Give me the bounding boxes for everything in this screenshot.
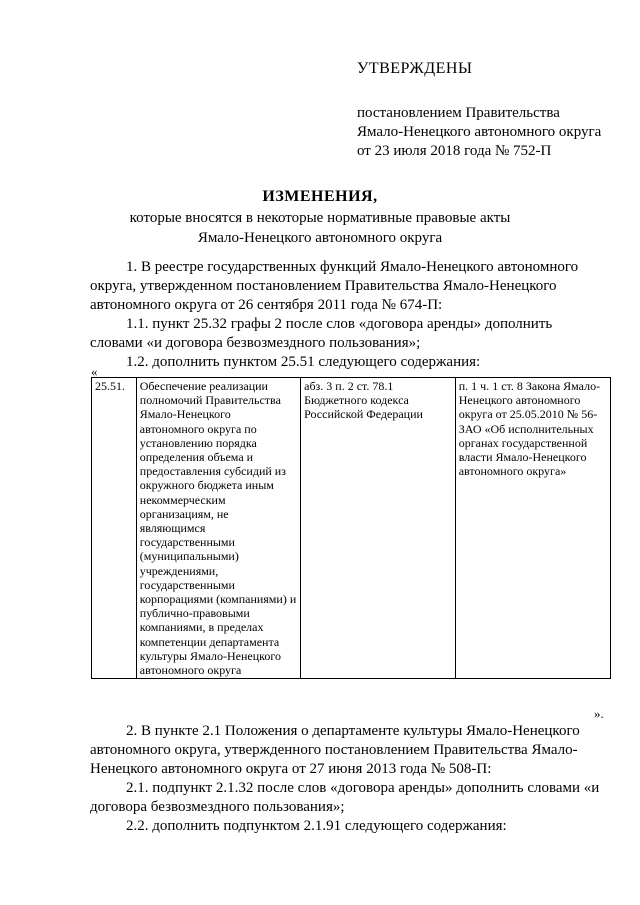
registry-item-description: Обеспечение реализации полномочий Правительства Ямало-Ненецкого автономного округа по установлению порядка определения объема и предоставления субсидий из окружного бюджета иным некоммерческим организациям, не являющимся государственными (муниципальными) учреждениями, государственными корпорациями (компаниями) и публично-правовыми компаниями, в пределах компетенции департамента культуры Ямало-Ненецкого автономного округа bbox=[136, 378, 300, 679]
section-2-intro-line-2: автономного округа, утвержденного постановлением Правительства Ямало- bbox=[90, 742, 578, 758]
registry-item-legal-basis: абз. 3 п. 2 ст. 78.1 Бюджетного кодекса Российской Федерации bbox=[301, 378, 456, 679]
section-1-item-1-line-1: 1.1. пункт 25.32 графы 2 после слов «договора аренды» дополнить bbox=[126, 316, 553, 332]
section-1-intro-line-2: округа, утвержденном постановлением Правительства Ямало-Ненецкого bbox=[90, 278, 557, 294]
approval-stamp-heading: УТВЕРЖДЕНЫ bbox=[357, 60, 473, 77]
section-1-item-1-line-2: словами «и договора безвозмездного пользования»; bbox=[90, 335, 421, 351]
document-subtitle bbox=[0, 208, 640, 248]
section-2-intro-line-1: 2. В пункте 2.1 Положения о департаменте культуры Ямало-Ненецкого bbox=[126, 723, 580, 739]
subtitle-line-1: которые вносятся в некоторые нормативные правовые акты bbox=[129, 210, 511, 226]
section-1 bbox=[90, 258, 610, 372]
section-2-item-1-line-1: 2.1. подпункт 2.1.32 после слов «договора аренды» дополнить словами «и bbox=[126, 780, 600, 796]
approval-line-1: постановлением Правительства bbox=[357, 105, 560, 121]
section-2-item-2: 2.2. дополнить подпунктом 2.1.91 следующего содержания: bbox=[126, 818, 507, 834]
section-1-intro-line-1: 1. В реестре государственных функций Ямало-Ненецкого автономного bbox=[126, 259, 579, 275]
quote-close-mark: ». bbox=[594, 706, 604, 721]
subtitle-line-2: Ямало-Ненецкого автономного округа bbox=[197, 230, 443, 246]
registry-table bbox=[91, 377, 611, 679]
approval-line-2: Ямало-Ненецкого автономного округа bbox=[357, 124, 602, 140]
table-row bbox=[92, 378, 611, 679]
section-2-intro-line-3: Ненецкого автономного округа от 27 июня 2013 года № 508-П: bbox=[90, 761, 492, 777]
registry-item-regional-law: п. 1 ч. 1 ст. 8 Закона Ямало-Ненецкого автономного округа от 25.05.2010 № 56-ЗАО «Об исполнительных органах государственной власти Ямало-Ненецкого автономного округа» bbox=[455, 378, 610, 679]
section-2-item-1-line-2: договора безвозмездного пользования»; bbox=[90, 799, 345, 815]
section-2 bbox=[90, 722, 610, 836]
section-1-intro-line-3: автономного округа от 26 сентября 2011 года № 674-П: bbox=[90, 297, 443, 313]
document-title: ИЗМЕНЕНИЯ, bbox=[262, 188, 378, 205]
approval-details bbox=[357, 104, 601, 161]
registry-item-number: 25.51. bbox=[92, 378, 137, 679]
section-1-item-2: 1.2. дополнить пунктом 25.51 следующего содержания: bbox=[126, 354, 481, 370]
quote-open-mark: « bbox=[91, 364, 98, 379]
approval-line-3: от 23 июля 2018 года № 752-П bbox=[357, 143, 552, 159]
